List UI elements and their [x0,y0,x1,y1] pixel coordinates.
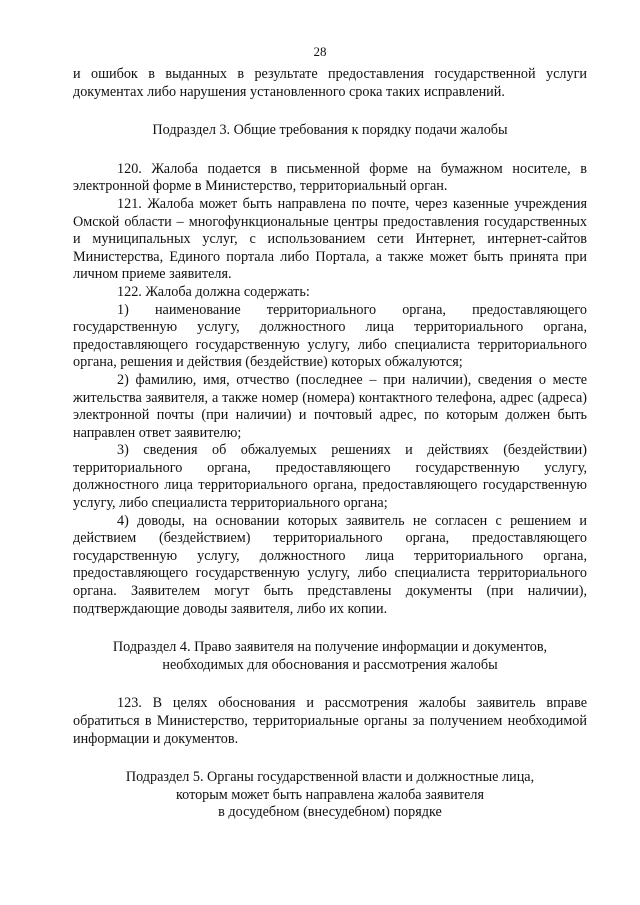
subsection-5-heading-line-2: которым может быть направлена жалоба заявителя [176,786,484,803]
subsection-5-heading [73,769,587,822]
paragraph-123: 123. В целях обоснования и рассмотрения жалобы заявитель вправе обратиться в Министерство, территориальные органы за получением необходимой информации и документов. [73,695,587,747]
page-number: 28 [313,44,327,59]
subsection-5-heading-line-1: Подраздел 5. Органы государственной власти и должностные лица, [125,769,535,786]
paragraph-122: 122. Жалоба должна содержать: [117,283,310,300]
subsection-4-heading-line-1: Подраздел 4. Право заявителя на получение информации и документов, [112,639,548,656]
spacer [73,140,587,161]
document-body [73,66,587,822]
list-item-3: 3) сведения об обжалуемых решениях и действиях (бездействии) территориального органа, предоставляющего государственную услугу, должностного лица территориального органа, предоставляющего государственную услугу, либо специалиста территориального органа; [73,442,587,512]
list-item-1: 1) наименование территориального органа, предоставляющего государственную услугу, должностного лица территориального органа, предоставляющего государственную услугу, либо специалиста территориального органа, решения и действия (бездействие) которых обжалуются; [73,301,587,371]
spacer [73,674,587,695]
subsection-5-heading-line-3: в досудебном (внесудебном) порядке [218,804,442,821]
list-item-4: 4) доводы, на основании которых заявитель не согласен с решением и действием (бездействием) территориального органа, предоставляющего государственную услугу, должностного лица территориального органа, предоставляющего государственную услугу, либо специалиста территориального органа. Заявителем могут быть представлены документы (при наличии), подтверждающие доводы заявителя, либо их копии. [73,512,587,617]
paragraph-120: 120. Жалоба подается в письменной форме на бумажном носителе, в электронной форме в Министерство, территориальный орган. [73,160,587,195]
intro-continuation: и ошибок в выданных в результате предоставления государственной услуги документах либо нарушения установленного срока таких исправлений. [73,66,587,100]
subsection-4-heading-line-2: необходимых для обоснования и рассмотрения жалобы [162,656,498,673]
subsection-3-heading: Подраздел 3. Общие требования к порядку подачи жалобы [152,122,508,139]
spacer [73,618,587,639]
spacer [73,101,587,122]
paragraph-121: 121. Жалоба может быть направлена по почте, через казенные учреждения Омской области – многофункциональные центры предоставления государственных и муниципальных услуг, с использованием сети Интернет, интернет-сайтов Министерства, Единого портала либо Портала, а также может быть принята при личном приеме заявителя. [73,195,587,283]
subsection-4-heading [73,639,587,674]
list-item-2: 2) фамилию, имя, отчество (последнее – при наличии), сведения о месте жительства заявителя, а также номер (номера) контактного телефона, адрес (адреса) электронной почты (при наличии) и почтовый адрес, по которым должен быть направлен ответ заявителю; [73,371,587,441]
spacer [73,748,587,769]
